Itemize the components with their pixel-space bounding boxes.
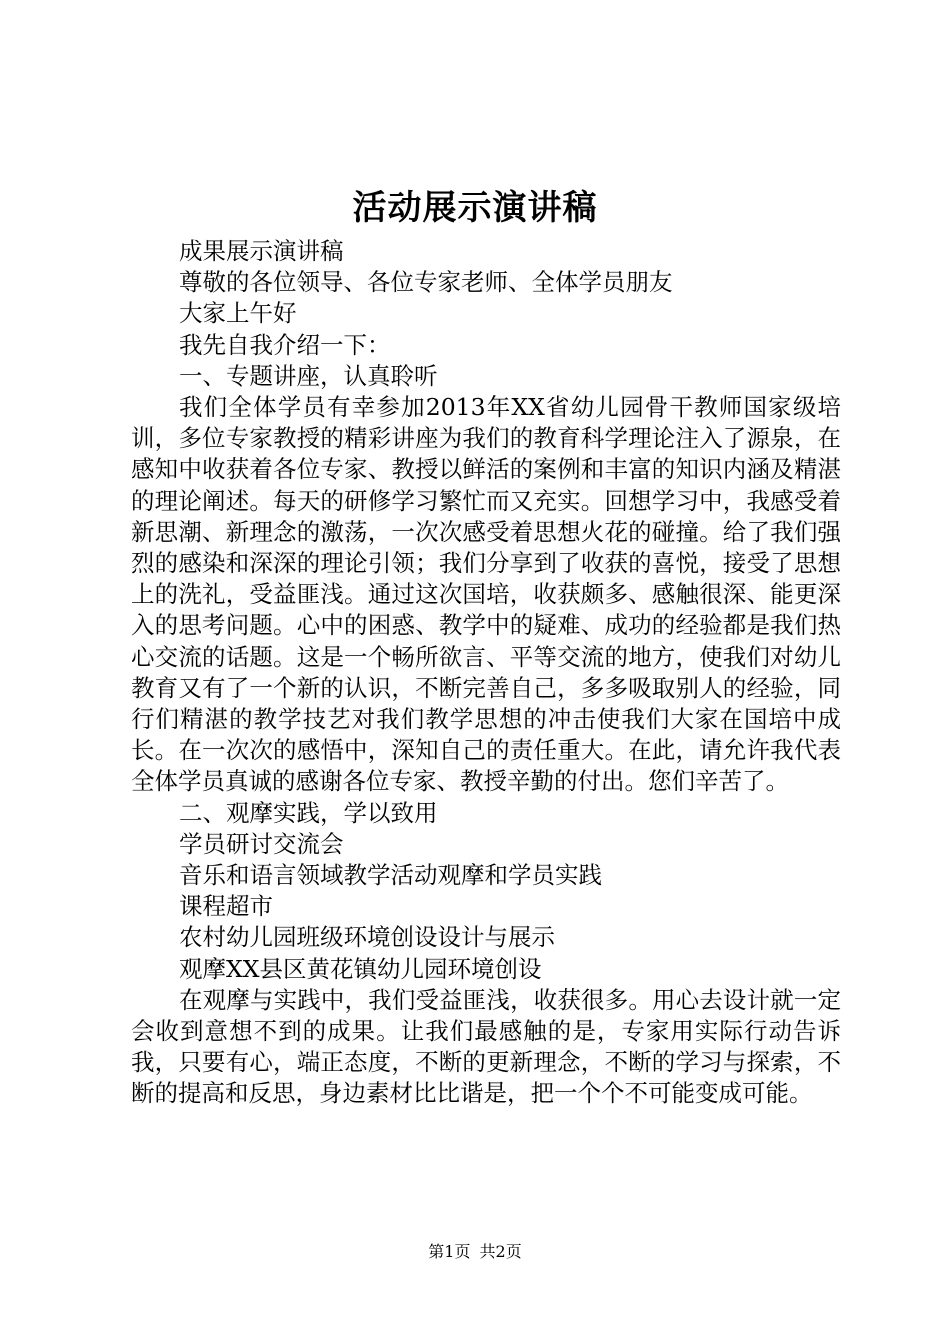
section-heading-1: 一、专题讲座，认真聆听 — [179, 361, 438, 390]
document-title: 活动展示演讲稿 — [352, 188, 598, 228]
page-number: 第1页 — [428, 1242, 471, 1261]
greeting-line: 大家上午好 — [179, 299, 297, 328]
section-heading-2: 二、观摩实践，学以致用 — [179, 798, 438, 827]
document-body — [131, 236, 841, 1110]
list-item: 农村幼儿园班级环境创设设计与展示 — [179, 923, 555, 952]
heading-line: 成果展示演讲稿 — [179, 237, 344, 265]
page-footer — [0, 1242, 950, 1262]
page-total: 共2页 — [479, 1242, 522, 1261]
list-item: 音乐和语言领域教学活动观摩和学员实践 — [179, 860, 602, 889]
list-item: 课程超市 — [179, 892, 273, 921]
salutation-line: 尊敬的各位领导、各位专家老师、全体学员朋友 — [179, 268, 673, 297]
paragraph-2: 在观摩与实践中，我们受益匪浅，收获很多。用心去设计就一定会收到意想不到的成果。让我们最感触的是，专家用实际行动告诉我，只要有心，端正态度，不断的更新理念，不断的学习与探索，不断的提高和反思，身边素材比比谐是，把一个个不可能变成可能。 — [131, 985, 841, 1108]
paragraph-1: 我们全体学员有幸参加2013年XX省幼儿园骨干教师国家级培训，多位专家教授的精彩讲座为我们的教育科学理论注入了源泉，在感知中收获着各位专家、教授以鲜活的案例和丰富的知识内涵及精湛的理论阐述。每天的研修学习繁忙而又充实。回想学习中，我感受着新思潮、新理念的激荡，一次次感受着思想火花的碰撞。给了我们强烈的感染和深深的理论引领；我们分享到了收获的喜悦，接受了思想上的洗礼，受益匪浅。通过这次国培，收获颇多、感触很深、能更深入的思考问题。心中的困惑、教学中的疑难、成功的经验都是我们热心交流的话题。这是一个畅所欲言、平等交流的地方，使我们对幼儿教育又有了一个新的认识，不断完善自己，多多吸取别人的经验，同行们精湛的教学技艺对我们教学思想的冲击使我们大家在国培中成长。在一次次的感悟中，深知自己的责任重大。在此，请允许我代表全体学员真诚的感谢各位专家、教授辛勤的付出。您们辛苦了。 — [131, 392, 841, 796]
intro-line: 我先自我介绍一下： — [179, 330, 391, 359]
list-item: 学员研讨交流会 — [179, 829, 344, 858]
list-item: 观摩XX县区黄花镇幼儿园环境创设 — [179, 954, 542, 983]
